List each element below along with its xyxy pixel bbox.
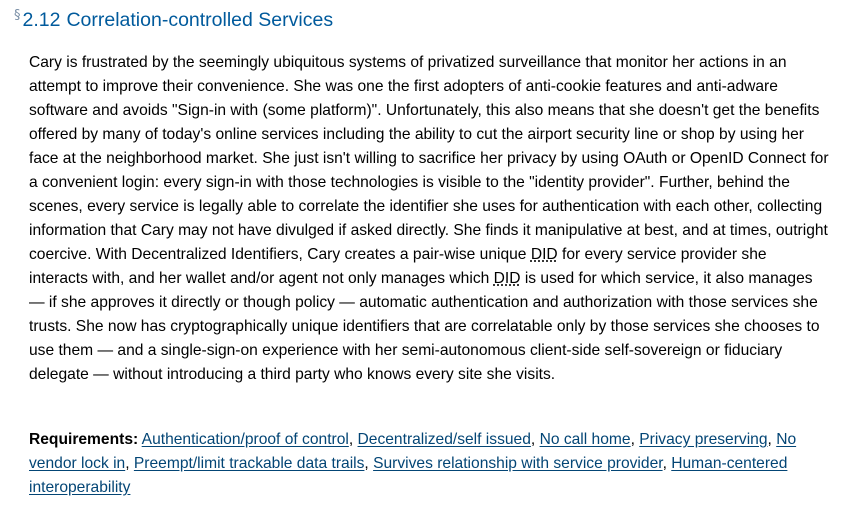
section-title: Correlation-controlled Services — [66, 9, 334, 31]
requirements-label: Requirements: — [29, 431, 139, 448]
use-case-paragraph — [29, 51, 829, 387]
requirement-separator: , — [662, 455, 672, 472]
requirement-separator: , — [630, 431, 640, 448]
did-abbreviation: DID — [530, 246, 558, 263]
section-anchor-link[interactable]: § — [14, 8, 21, 23]
requirement-separator: , — [125, 455, 134, 472]
requirement-link-preempt-trackable-data[interactable]: Preempt/limit trackable data trails — [133, 455, 365, 472]
section-number: 2.12 — [22, 9, 61, 31]
requirement-separator: , — [767, 431, 777, 448]
paragraph-text-part-2: for every service provider she interacts with, and her wallet and/or agent not only manages which — [29, 246, 767, 287]
paragraph-text-part-3: is used for which service, it also manages — if she approves it directly or though policy — automatic authentication and authorization with those services she trusts. She now has cryptographically unique identifiers that are correlatable only by those services she chooses to use them — and a single-sign-on experience with her semi-autonomous client-side self-sovereign or fiduciary delegate — without introducing a third party who knows every site she visits. — [29, 270, 820, 383]
requirement-link-no-call-home[interactable]: No call home — [539, 431, 631, 448]
requirement-separator: , — [530, 431, 540, 448]
paragraph-text-part-1: Cary is frustrated by the seemingly ubiquitous systems of privatized surveillance that monitor her actions in an attempt to improve their convenience. She was one the first adopters of anti-cookie features and anti-adware software and avoids "Sign-in with (some platform)". Unfortunately, this also means that she doesn't get the benefits offered by many of today's online services including the ability to cut the airport security line or shop by using her face at the neighborhood market. She just isn't willing to sacrifice her privacy by using OAuth or OpenID Connect for a convenient login: every sign-in with those technologies is visible to the "identity provider". Further, behind the scenes, every service is legally able to correlate the identifier she uses for authentication with each other, collecting information that Cary may not have divulged if asked directly. She finds it manipulative at best, and at times, outright coercive. With Decentralized Identifiers, Cary creates a pair-wise unique — [29, 54, 829, 263]
requirements-list — [29, 428, 829, 500]
requirement-separator: , — [348, 431, 358, 448]
requirement-link-no-vendor-lock-in[interactable]: No vendor lock in — [29, 431, 797, 472]
requirement-link-human-centered-interoperability[interactable]: Human-centered interoperability — [29, 455, 788, 496]
requirement-link-authentication[interactable]: Authentication/proof of control — [141, 431, 349, 448]
requirement-link-privacy-preserving[interactable]: Privacy preserving — [639, 431, 768, 448]
did-abbreviation: DID — [493, 270, 521, 287]
requirement-link-decentralized[interactable]: Decentralized/self issued — [357, 431, 531, 448]
requirement-link-survives-relationship[interactable]: Survives relationship with service provider — [373, 455, 663, 472]
section-heading — [14, 6, 333, 34]
requirement-separator: , — [364, 455, 374, 472]
